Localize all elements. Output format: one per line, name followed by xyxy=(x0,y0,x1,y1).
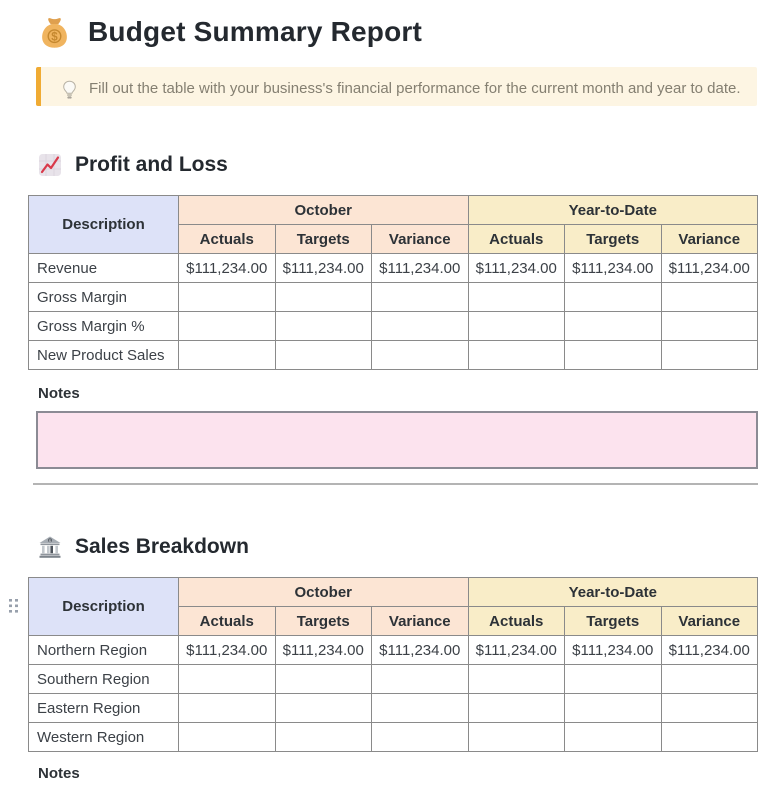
value-cell[interactable] xyxy=(565,665,662,694)
value-cell[interactable] xyxy=(275,341,372,370)
value-cell[interactable]: $111,234.00 xyxy=(468,636,565,665)
table-row xyxy=(29,694,758,723)
row-label-cell[interactable]: Northern Region xyxy=(29,636,179,665)
notes-label: Notes xyxy=(38,385,80,402)
value-cell[interactable] xyxy=(179,312,276,341)
row-label-cell[interactable]: Revenue xyxy=(29,254,179,283)
value-cell[interactable] xyxy=(468,283,565,312)
section-sales-breakdown xyxy=(28,532,758,782)
value-cell[interactable] xyxy=(372,312,469,341)
value-cell[interactable] xyxy=(275,694,372,723)
targets-header-cell[interactable]: Targets xyxy=(275,225,372,254)
drag-handle-icon[interactable] xyxy=(8,598,20,614)
value-cell[interactable] xyxy=(661,283,758,312)
value-cell[interactable]: $111,234.00 xyxy=(179,254,276,283)
row-label-cell[interactable]: Western Region xyxy=(29,723,179,752)
table-row xyxy=(29,665,758,694)
table-row xyxy=(29,283,758,312)
callout-text: Fill out the table with your business's financial performance for the current month and year to date. xyxy=(89,80,741,97)
chart-increasing-icon xyxy=(38,153,62,177)
value-cell[interactable] xyxy=(468,665,565,694)
row-label-cell[interactable]: Southern Region xyxy=(29,665,179,694)
section-profit-and-loss xyxy=(28,150,758,485)
actuals-header-cell[interactable]: Actuals xyxy=(179,607,276,636)
variance-header-cell[interactable]: Variance xyxy=(661,607,758,636)
row-label-cell[interactable]: New Product Sales xyxy=(29,341,179,370)
value-cell[interactable]: $111,234.00 xyxy=(179,636,276,665)
variance-header-cell[interactable]: Variance xyxy=(372,607,469,636)
value-cell[interactable] xyxy=(565,723,662,752)
table-row xyxy=(29,254,758,283)
svg-text:$: $ xyxy=(51,30,58,43)
section-divider xyxy=(33,483,758,485)
section-heading-row xyxy=(38,150,758,180)
value-cell[interactable] xyxy=(372,665,469,694)
value-cell[interactable]: $111,234.00 xyxy=(275,254,372,283)
value-cell[interactable] xyxy=(275,312,372,341)
table-row xyxy=(29,636,758,665)
bank-icon xyxy=(38,535,62,559)
section-heading-row xyxy=(38,532,758,562)
table-row xyxy=(29,723,758,752)
page-title: Budget Summary Report xyxy=(88,16,423,47)
value-cell[interactable] xyxy=(661,665,758,694)
value-cell[interactable] xyxy=(179,665,276,694)
section-heading: Profit and Loss xyxy=(75,153,228,176)
value-cell[interactable] xyxy=(661,723,758,752)
value-cell[interactable] xyxy=(468,723,565,752)
sales-breakdown-table xyxy=(28,577,758,752)
year-to-date-group-header-cell[interactable]: Year-to-Date xyxy=(468,578,758,607)
notes-input[interactable] xyxy=(36,411,758,469)
svg-text:$: $ xyxy=(49,538,51,543)
actuals-header-cell[interactable]: Actuals xyxy=(468,607,565,636)
row-label-cell[interactable]: Eastern Region xyxy=(29,694,179,723)
value-cell[interactable]: $111,234.00 xyxy=(468,254,565,283)
value-cell[interactable] xyxy=(661,312,758,341)
value-cell[interactable] xyxy=(468,312,565,341)
value-cell[interactable] xyxy=(372,723,469,752)
value-cell[interactable] xyxy=(565,283,662,312)
variance-header-cell[interactable]: Variance xyxy=(372,225,469,254)
description-header-cell[interactable]: Description xyxy=(29,196,179,254)
value-cell[interactable]: $111,234.00 xyxy=(565,636,662,665)
targets-header-cell[interactable]: Targets xyxy=(275,607,372,636)
value-cell[interactable] xyxy=(179,694,276,723)
value-cell[interactable] xyxy=(565,694,662,723)
value-cell[interactable] xyxy=(468,694,565,723)
profit-and-loss-table xyxy=(28,195,758,370)
row-label-cell[interactable]: Gross Margin % xyxy=(29,312,179,341)
value-cell[interactable] xyxy=(372,283,469,312)
value-cell[interactable] xyxy=(661,694,758,723)
value-cell[interactable] xyxy=(275,665,372,694)
value-cell[interactable]: $111,234.00 xyxy=(661,254,758,283)
actuals-header-cell[interactable]: Actuals xyxy=(179,225,276,254)
year-to-date-group-header-cell[interactable]: Year-to-Date xyxy=(468,196,758,225)
table-row xyxy=(29,341,758,370)
variance-header-cell[interactable]: Variance xyxy=(661,225,758,254)
value-cell[interactable] xyxy=(179,723,276,752)
value-cell[interactable] xyxy=(372,341,469,370)
value-cell[interactable]: $111,234.00 xyxy=(565,254,662,283)
october-group-header-cell[interactable]: October xyxy=(179,578,469,607)
value-cell[interactable] xyxy=(275,723,372,752)
table-group-header-row xyxy=(29,578,758,607)
section-heading: Sales Breakdown xyxy=(75,535,249,558)
description-header-cell[interactable]: Description xyxy=(29,578,179,636)
targets-header-cell[interactable]: Targets xyxy=(565,607,662,636)
value-cell[interactable] xyxy=(661,341,758,370)
value-cell[interactable] xyxy=(275,283,372,312)
light-bulb-icon xyxy=(61,80,78,101)
money-bag-icon xyxy=(38,16,71,49)
targets-header-cell[interactable]: Targets xyxy=(565,225,662,254)
notes-label: Notes xyxy=(38,765,80,782)
value-cell[interactable] xyxy=(468,341,565,370)
value-cell[interactable]: $111,234.00 xyxy=(372,636,469,665)
table-row xyxy=(29,312,758,341)
actuals-header-cell[interactable]: Actuals xyxy=(468,225,565,254)
value-cell[interactable] xyxy=(179,283,276,312)
october-group-header-cell[interactable]: October xyxy=(179,196,469,225)
value-cell[interactable] xyxy=(179,341,276,370)
value-cell[interactable] xyxy=(372,694,469,723)
table-group-header-row xyxy=(29,196,758,225)
page-title-row xyxy=(38,12,758,52)
value-cell[interactable] xyxy=(565,312,662,341)
callout-banner[interactable] xyxy=(36,67,757,106)
value-cell[interactable]: $111,234.00 xyxy=(372,254,469,283)
value-cell[interactable]: $111,234.00 xyxy=(275,636,372,665)
row-label-cell[interactable]: Gross Margin xyxy=(29,283,179,312)
value-cell[interactable]: $111,234.00 xyxy=(661,636,758,665)
value-cell[interactable] xyxy=(565,341,662,370)
